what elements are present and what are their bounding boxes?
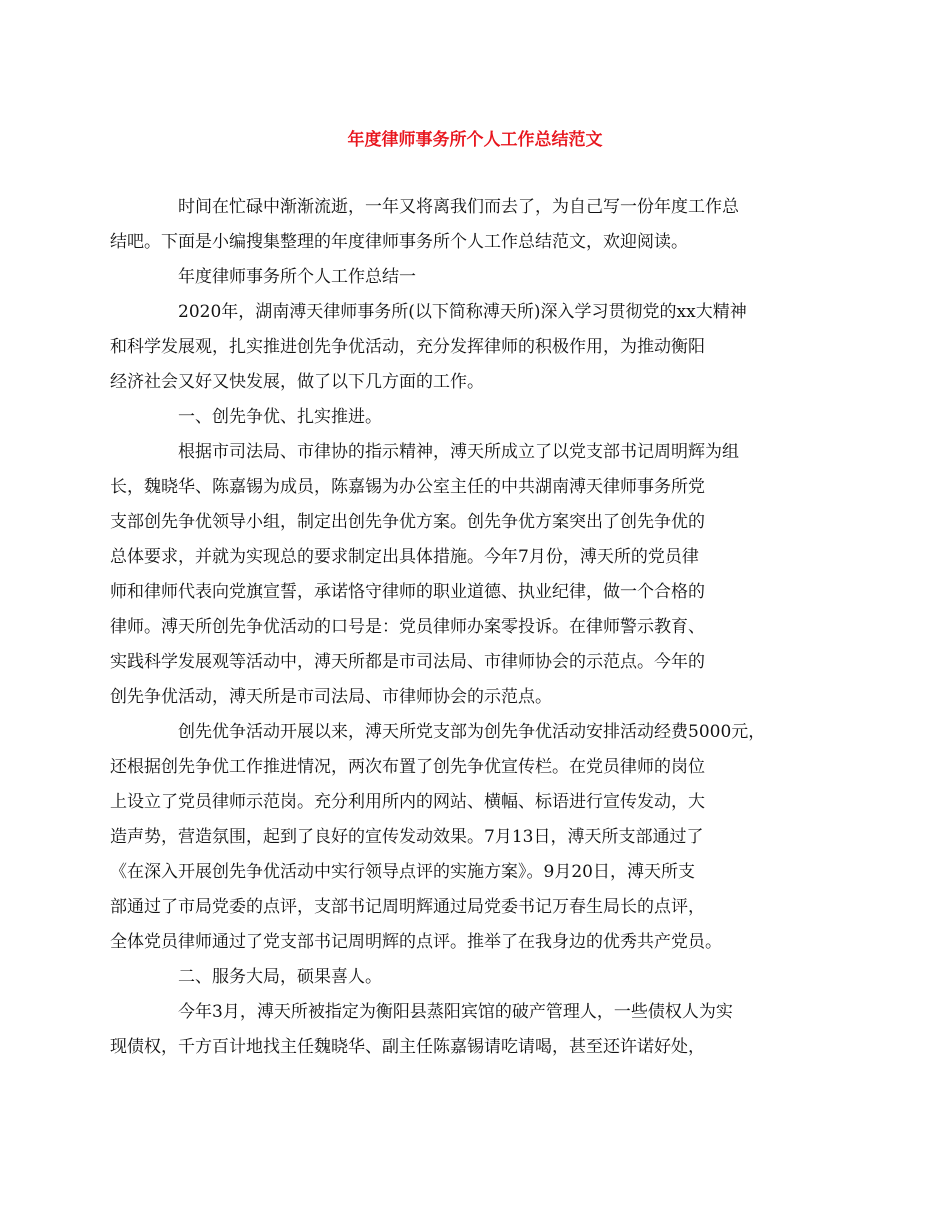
paragraph [144, 400, 814, 435]
paragraph [110, 190, 814, 260]
paragraph-line: 师和律师代表向党旗宣誓，承诺恪守律师的职业道德、执业纪律，做一个合格的 [110, 582, 705, 602]
paragraph-line: 律师。溥天所创先争优活动的口号是：党员律师办案零投诉。在律师警示教育、 [110, 617, 705, 637]
paragraph-line: 《在深入开展创先争优活动中实行领导点评的实施方案》。9月20日，溥天所支 [110, 862, 695, 882]
paragraph-line: 时间在忙碌中渐渐流逝，一年又将离我们而去了，为自己写一份年度工作总 [178, 197, 739, 217]
paragraph [110, 995, 814, 1065]
paragraph-line: 一、创先争优、扎实推进。 [178, 407, 382, 427]
paragraph-line: 创先争优活动，溥天所是市司法局、市律师协会的示范点。 [110, 687, 552, 707]
paragraph-line: 创先优争活动开展以来，溥天所党支部为创先争优活动安排活动经费5000元， [178, 722, 766, 742]
paragraph-line: 结吧。下面是小编搜集整理的年度律师事务所个人工作总结范文，欢迎阅读。 [110, 232, 688, 252]
paragraph-line: 年度律师事务所个人工作总结一 [178, 267, 416, 287]
paragraph-line: 实践科学发展观等活动中，溥天所都是市司法局、市律师协会的示范点。今年的 [110, 652, 705, 672]
paragraph-line: 还根据创先争优工作推进情况，两次布置了创先争优宣传栏。在党员律师的岗位 [110, 757, 705, 777]
paragraph-line: 长，魏晓华、陈嘉锡为成员，陈嘉锡为办公室主任的中共湖南溥天律师事务所党 [110, 477, 705, 497]
paragraph-line: 部通过了市局党委的点评，支部书记周明辉通过局党委书记万春生局长的点评， [110, 897, 705, 917]
paragraph-line: 支部创先争优领导小组，制定出创先争优方案。创先争优方案突出了创先争优的 [110, 512, 705, 532]
document-body [110, 190, 814, 1065]
paragraph-line: 造声势，营造氛围，起到了良好的宣传发动效果。7月13日，溥天所支部通过了 [110, 827, 704, 847]
paragraph-line: 全体党员律师通过了党支部书记周明辉的点评。推举了在我身边的优秀共产党员。 [110, 932, 722, 952]
paragraph [110, 295, 814, 400]
paragraph-line: 经济社会又好又快发展，做了以下几方面的工作。 [110, 372, 484, 392]
paragraph-line: 根据市司法局、市律协的指示精神，溥天所成立了以党支部书记周明辉为组 [178, 442, 739, 462]
paragraph [110, 715, 814, 960]
paragraph-line: 2020年，湖南溥天律师事务所(以下简称溥天所)深入学习贯彻党的xx大精神 [178, 302, 747, 322]
paragraph-line: 二、服务大局，硕果喜人。 [178, 967, 382, 987]
document-title: 年度律师事务所个人工作总结范文 [347, 130, 603, 150]
paragraph-line: 今年3月，溥天所被指定为衡阳县蒸阳宾馆的破产管理人，一些债权人为实 [178, 1002, 733, 1022]
paragraph-line: 和科学发展观，扎实推进创先争优活动，充分发挥律师的积极作用，为推动衡阳 [110, 337, 705, 357]
paragraph-line: 总体要求，并就为实现总的要求制定出具体措施。今年7月份，溥天所的党员律 [110, 547, 699, 567]
paragraph [144, 260, 814, 295]
paragraph [110, 435, 814, 715]
paragraph [144, 960, 814, 995]
paragraph-line: 上设立了党员律师示范岗。充分利用所内的网站、横幅、标语进行宣传发动，大 [110, 792, 705, 812]
paragraph-line: 现债权，千方百计地找主任魏晓华、副主任陈嘉锡请吃请喝，甚至还许诺好处， [110, 1037, 705, 1057]
